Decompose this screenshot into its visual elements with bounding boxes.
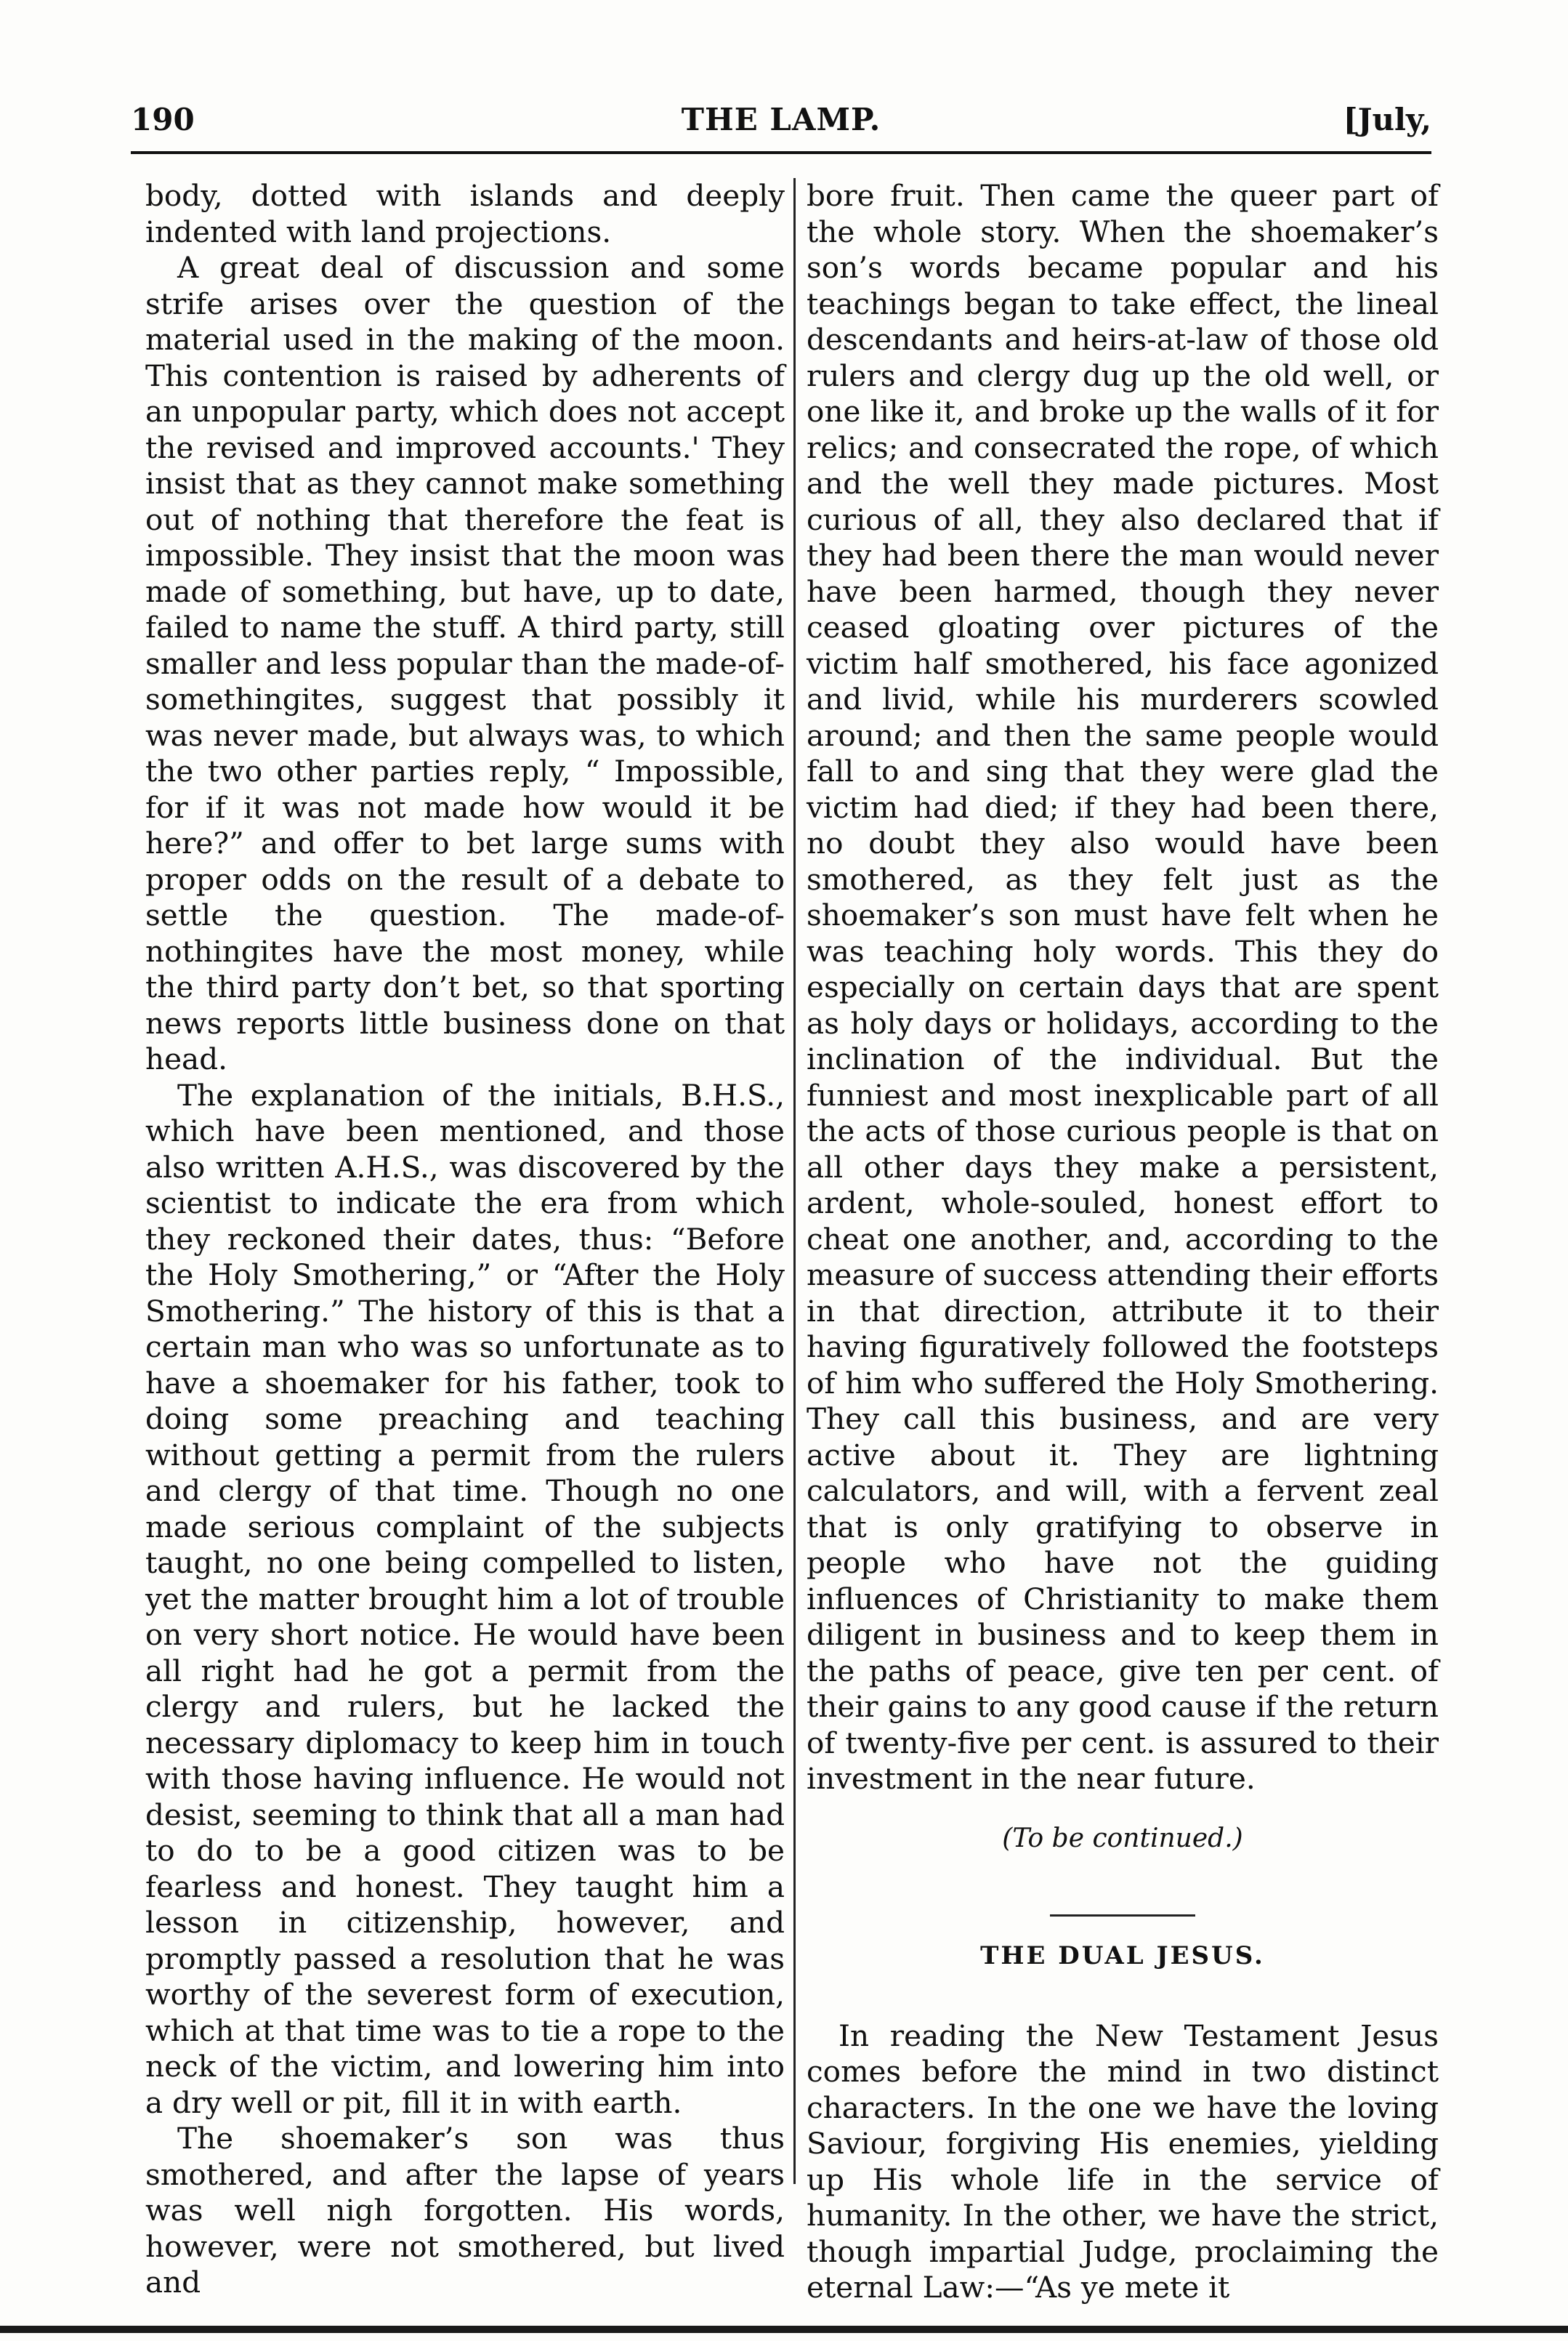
left-column (145, 178, 785, 2301)
paragraph: The shoemaker’s son was thus smothered, and after the lapse of years was well nigh forgotten. His words, however, were not smothered, but lived and (145, 2121, 785, 2300)
section-divider (1050, 1914, 1195, 1917)
to-be-continued: (To be continued.) (1002, 1823, 1243, 1853)
bottom-edge (0, 2326, 1568, 2333)
paragraph: body, dotted with islands and deeply indented with land projections. (145, 178, 785, 249)
running-header (131, 102, 1431, 153)
paragraph: A great deal of discussion and some strife arises over the question of the material used in the making of the moon. This contention is raised by adherents of an unpopular party, which does not accept the revised and improved accounts.' They insist that as they cannot make something out of nothing that therefore the feat is impossible. They insist that the moon was made of something, but have, up to date, failed to name the stuff. A third party, still smaller and less popular than the made-of-somethingites, suggest that possibly it was never made, but always was, to which the two other parties reply, “ Impossible, for if it was not made how would it be here?” and offer to bet large sums with proper odds on the result of a debate to settle the question. The made-of-nothingites have the most money, while the third party don’t bet, so that sporting news reports little business done on that head. (145, 250, 785, 1076)
paragraph: In reading the New Testament Jesus comes before the mind in two distinct characters. In the one we have the loving Saviour, forgiving His enemies, yielding up His whole life in the service of humanity. In the other, we have the strict, though impartial Judge, proclaiming the eternal Law:—“As ye mete it (807, 2018, 1439, 2305)
paragraph: bore fruit. Then came the queer part of the whole story. When the shoemaker’s son’s words became popular and his teachings began to take effect, the lineal descendants and heirs-at-law of those old rulers and clergy dug up the old well, or one like it, and broke up the walls of it for relics; and consecrated the rope, of which and the well they made pictures. Most curious of all, they also declared that if they had been there the man would never have been harmed, though they never ceased gloating over pictures of the victim half smothered, his face agonized and livid, while his murderers scowled around; and then the same people would fall to and sing that they were glad the victim had died; if they had been there, no doubt they also would have been smothered, as they felt just as the shoemaker’s son must have felt when he was teaching holy words. This they do especially on certain days that are spent as holy days or holidays, according to the inclination of the individual. But the funniest and most inexplicable part of all the acts of those curious people is that on all other days they make a persistent, ardent, whole-souled, honest effort to cheat one another, and, according to the measure of success attending their efforts in that direction, attribute it to their having figuratively followed the footsteps of him who suffered the Holy Smothering. They call this business, and are very active about it. They are lightning calculators, and will, with a fervent zeal that is only gratifying to observe in people who have not the guiding influences of Christianity to make them diligent in business and to keep them in the paths of peace, give ten per cent. of their gains to any good cause if the return of twenty-five per cent. is assured to their investment in the near future. (807, 178, 1439, 1796)
issue-month: [July, (1343, 102, 1431, 137)
right-column (807, 178, 1439, 2306)
column-divider (793, 178, 796, 2184)
header-rule (131, 151, 1431, 154)
page-number: 190 (131, 102, 195, 137)
section-heading: THE DUAL JESUS. (980, 1941, 1265, 1970)
running-title: THE LAMP. (681, 102, 881, 137)
paragraph: The explanation of the initials, B.H.S., which have been mentioned, and those also written A.H.S., was discovered by the scientist to indicate the era from which they reckoned their dates, thus: “Before the Holy Smothering,” or “After the Holy Smothering.” The history of this is that a certain man who was so unfortunate as to have a shoemaker for his father, took to doing some preaching and teaching without getting a permit from the rulers and clergy of that time. Though no one made serious complaint of the subjects taught, no one being compelled to listen, yet the matter brought him a lot of trouble on very short notice. He would have been all right had he got a permit from the clergy and rulers, but he lacked the necessary diplomacy to keep him in touch with those having influence. He would not desist, seeming to think that all a man had to do to be a good citizen was to be fearless and honest. They taught him a lesson in citizenship, however, and promptly passed a resolution that he was worthy of the severest form of execution, which at that time was to tie a rope to the neck of the victim, and lowering him into a dry well or pit, fill it in with earth. (145, 1077, 785, 2120)
